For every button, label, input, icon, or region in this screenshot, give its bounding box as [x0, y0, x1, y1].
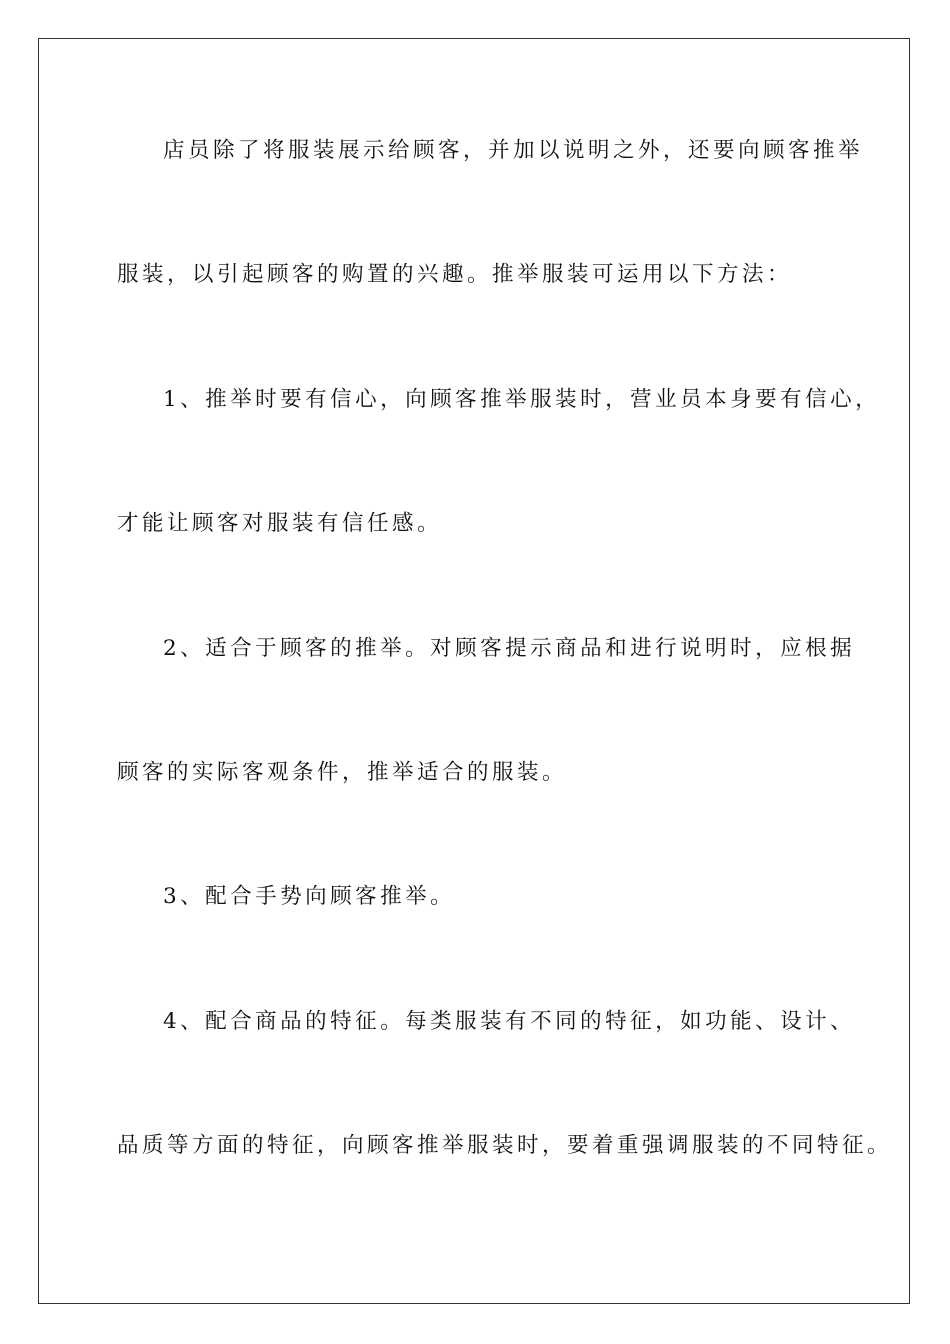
paragraph-intro-line-2: 服装，以引起顾客的购置的兴趣。推举服装可运用以下方法： — [117, 262, 793, 287]
paragraph-intro-line-1: 店员除了将服装展示给顾客，并加以说明之外，还要向顾客推举 — [163, 138, 864, 163]
paragraph-item-3-line-1: 3、配合手势向顾客推举。 — [163, 884, 456, 909]
paragraph-item-4-line-1: 4、配合商品的特征。每类服装有不同的特征，如功能、设计、 — [163, 1009, 856, 1034]
paragraph-item-1-line-2: 才能让顾客对服装有信任感。 — [117, 511, 443, 536]
paragraph-item-2-line-1: 2、适合于顾客的推举。对顾客提示商品和进行说明时，应根据 — [163, 636, 856, 661]
paragraph-item-1-line-1: 1、推举时要有信心，向顾客推举服装时，营业员本身要有信心， — [163, 387, 881, 412]
paragraph-item-4-line-2: 品质等方面的特征，向顾客推举服装时，要着重强调服装的不同特征。 — [117, 1133, 893, 1158]
page-border — [38, 38, 910, 1304]
paragraph-item-2-line-2: 顾客的实际客观条件，推举适合的服装。 — [117, 760, 568, 785]
